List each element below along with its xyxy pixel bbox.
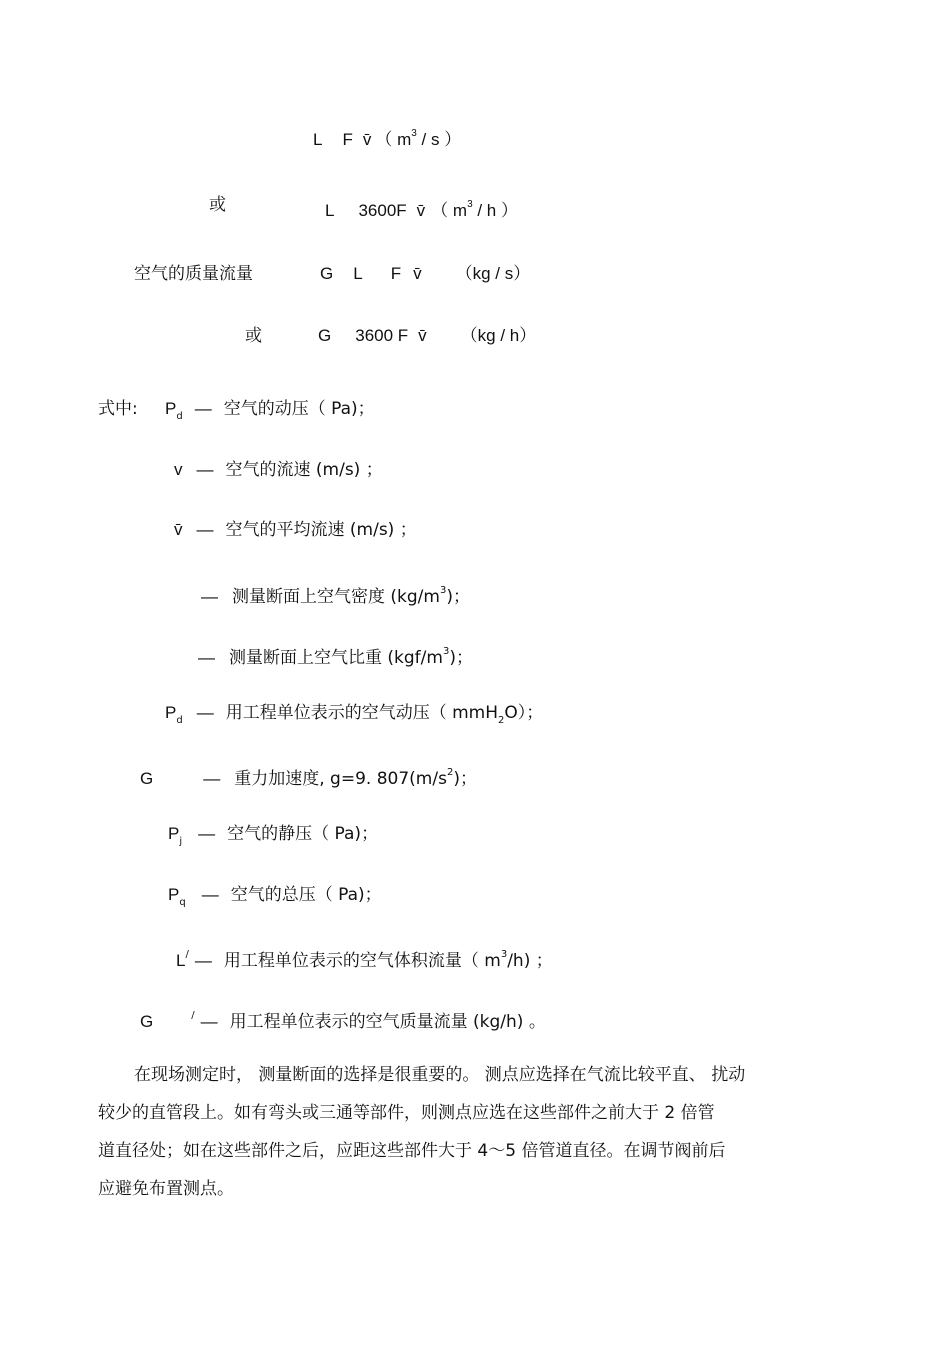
def-row: [168, 823, 378, 853]
formula-rhs: 3600 F: [355, 326, 409, 345]
def-dash: —: [203, 769, 221, 788]
def-text: 测量断面上空气密度 (kg/m: [232, 587, 440, 607]
def-text: 空气的静压（ Pa)；: [227, 824, 379, 844]
mass-flow-label: 空气的质量流量: [134, 264, 253, 284]
formula-mass-flow-h: [318, 325, 536, 347]
def-row: [140, 1005, 546, 1033]
def-row: [201, 580, 470, 608]
body-paragraph: [98, 1056, 850, 1208]
def-text: 空气的动压（ Pa)；: [223, 399, 375, 419]
def-dash: —: [201, 587, 218, 606]
formula-vbar: v̄: [416, 201, 426, 220]
def-symbol: P: [168, 885, 180, 904]
paragraph-line: 应避免布置测点。: [98, 1179, 234, 1199]
formula-lhs: L: [325, 201, 335, 220]
formula-unit-b: / s ）: [416, 130, 462, 149]
formula-unit-exp: 3: [411, 128, 417, 139]
def-subscript: d: [176, 411, 183, 422]
def-row: [165, 398, 375, 428]
formula-rhs: F: [342, 130, 353, 149]
def-text: 用工程单位表示的空气动压（ mmH: [225, 703, 499, 723]
def-text: 用工程单位表示的空气体积流量（ m: [223, 951, 501, 971]
def-dash: —: [198, 824, 216, 843]
defs-intro: 式中:: [98, 399, 138, 419]
def-symbol: P: [165, 399, 177, 418]
formula-volume-flow-s: [313, 123, 461, 151]
def-dash: —: [198, 648, 215, 667]
def-prime: /: [185, 949, 189, 960]
def-dash: —: [194, 399, 212, 418]
def-superscript: 2: [446, 767, 454, 778]
def-row: [176, 944, 553, 972]
def-row: [198, 641, 473, 669]
formula-unit-b: / h ）: [472, 201, 518, 220]
formula-unit: （kg / s）: [455, 264, 531, 283]
def-symbol: P: [165, 703, 177, 722]
def-subscript: 2: [498, 715, 505, 726]
paragraph-line: 道直径处；如在这些部件之后，应距这些部件大于 4～5 倍管道直径。在调节阀前后: [98, 1141, 726, 1161]
paragraph-line: 在现场测定时， 测量断面的选择是很重要的。 测点应选择在气流比较平直、 扰动: [134, 1065, 746, 1085]
def-row: [165, 702, 543, 732]
def-symbol: L: [176, 951, 186, 970]
formula-rhs: 3600F: [358, 201, 407, 220]
def-text: 空气的平均流速 (m/s) ；: [225, 520, 417, 540]
def-tail: )；: [446, 587, 470, 607]
def-dash: —: [196, 520, 214, 539]
def-tail: O）；: [504, 703, 544, 723]
def-subscript: q: [179, 897, 186, 908]
def-superscript: 3: [442, 646, 450, 657]
def-row: [168, 884, 382, 914]
def-text: 用工程单位表示的空气质量流量 (kg/h) 。: [229, 1012, 546, 1032]
def-symbol: G: [140, 769, 154, 788]
formula-unit-a: （ m: [375, 130, 412, 149]
formula-or-label: 或: [209, 195, 226, 215]
formula-unit-a: （ m: [431, 201, 468, 220]
def-dash: —: [196, 460, 214, 479]
def-subscript: d: [176, 715, 183, 726]
paragraph-line: 较少的直管段上。如有弯头或三通等部件，则测点应选在这些部件之前大于 2 倍管: [98, 1103, 715, 1123]
formula-lhs: L: [313, 130, 323, 149]
def-tail: /h) ；: [507, 951, 553, 971]
def-row: [140, 762, 477, 790]
def-dash: —: [194, 951, 212, 970]
def-row: [174, 519, 417, 541]
def-dash: —: [196, 703, 214, 722]
formula-rhs: F: [390, 264, 402, 283]
formula-or-label: 或: [245, 326, 262, 346]
def-symbol: v̄: [174, 520, 183, 539]
def-row: [174, 459, 383, 481]
def-symbol: G: [140, 1012, 154, 1031]
def-text: 空气的流速 (m/s) ；: [225, 460, 383, 480]
formula-mass-flow-s: [320, 263, 530, 285]
formula-vbar: v̄: [418, 326, 427, 345]
def-symbol: v: [174, 460, 183, 479]
def-text: 重力加速度, g=9. 807(m/s: [234, 769, 447, 789]
def-tail: )；: [453, 769, 477, 789]
def-text: 空气的总压（ Pa)；: [230, 885, 382, 905]
def-dash: —: [200, 1012, 218, 1031]
formula-unit: （kg / h）: [460, 326, 537, 345]
def-tail: )；: [449, 648, 473, 668]
formula-vbar: v̄: [362, 130, 372, 149]
def-prime: /: [191, 1010, 195, 1021]
def-dash: —: [201, 885, 219, 904]
def-subscript: j: [179, 836, 183, 847]
def-superscript: 3: [500, 949, 508, 960]
formula-mid: L: [353, 264, 363, 283]
formula-unit-exp: 3: [467, 199, 473, 210]
formula-vbar: v̄: [413, 264, 422, 283]
def-symbol: P: [168, 824, 180, 843]
formula-volume-flow-h: [325, 194, 518, 222]
def-superscript: 3: [439, 585, 447, 596]
formula-lhs: G: [318, 326, 332, 345]
formula-lhs: G: [320, 264, 334, 283]
def-text: 测量断面上空气比重 (kgf/m: [229, 648, 443, 668]
